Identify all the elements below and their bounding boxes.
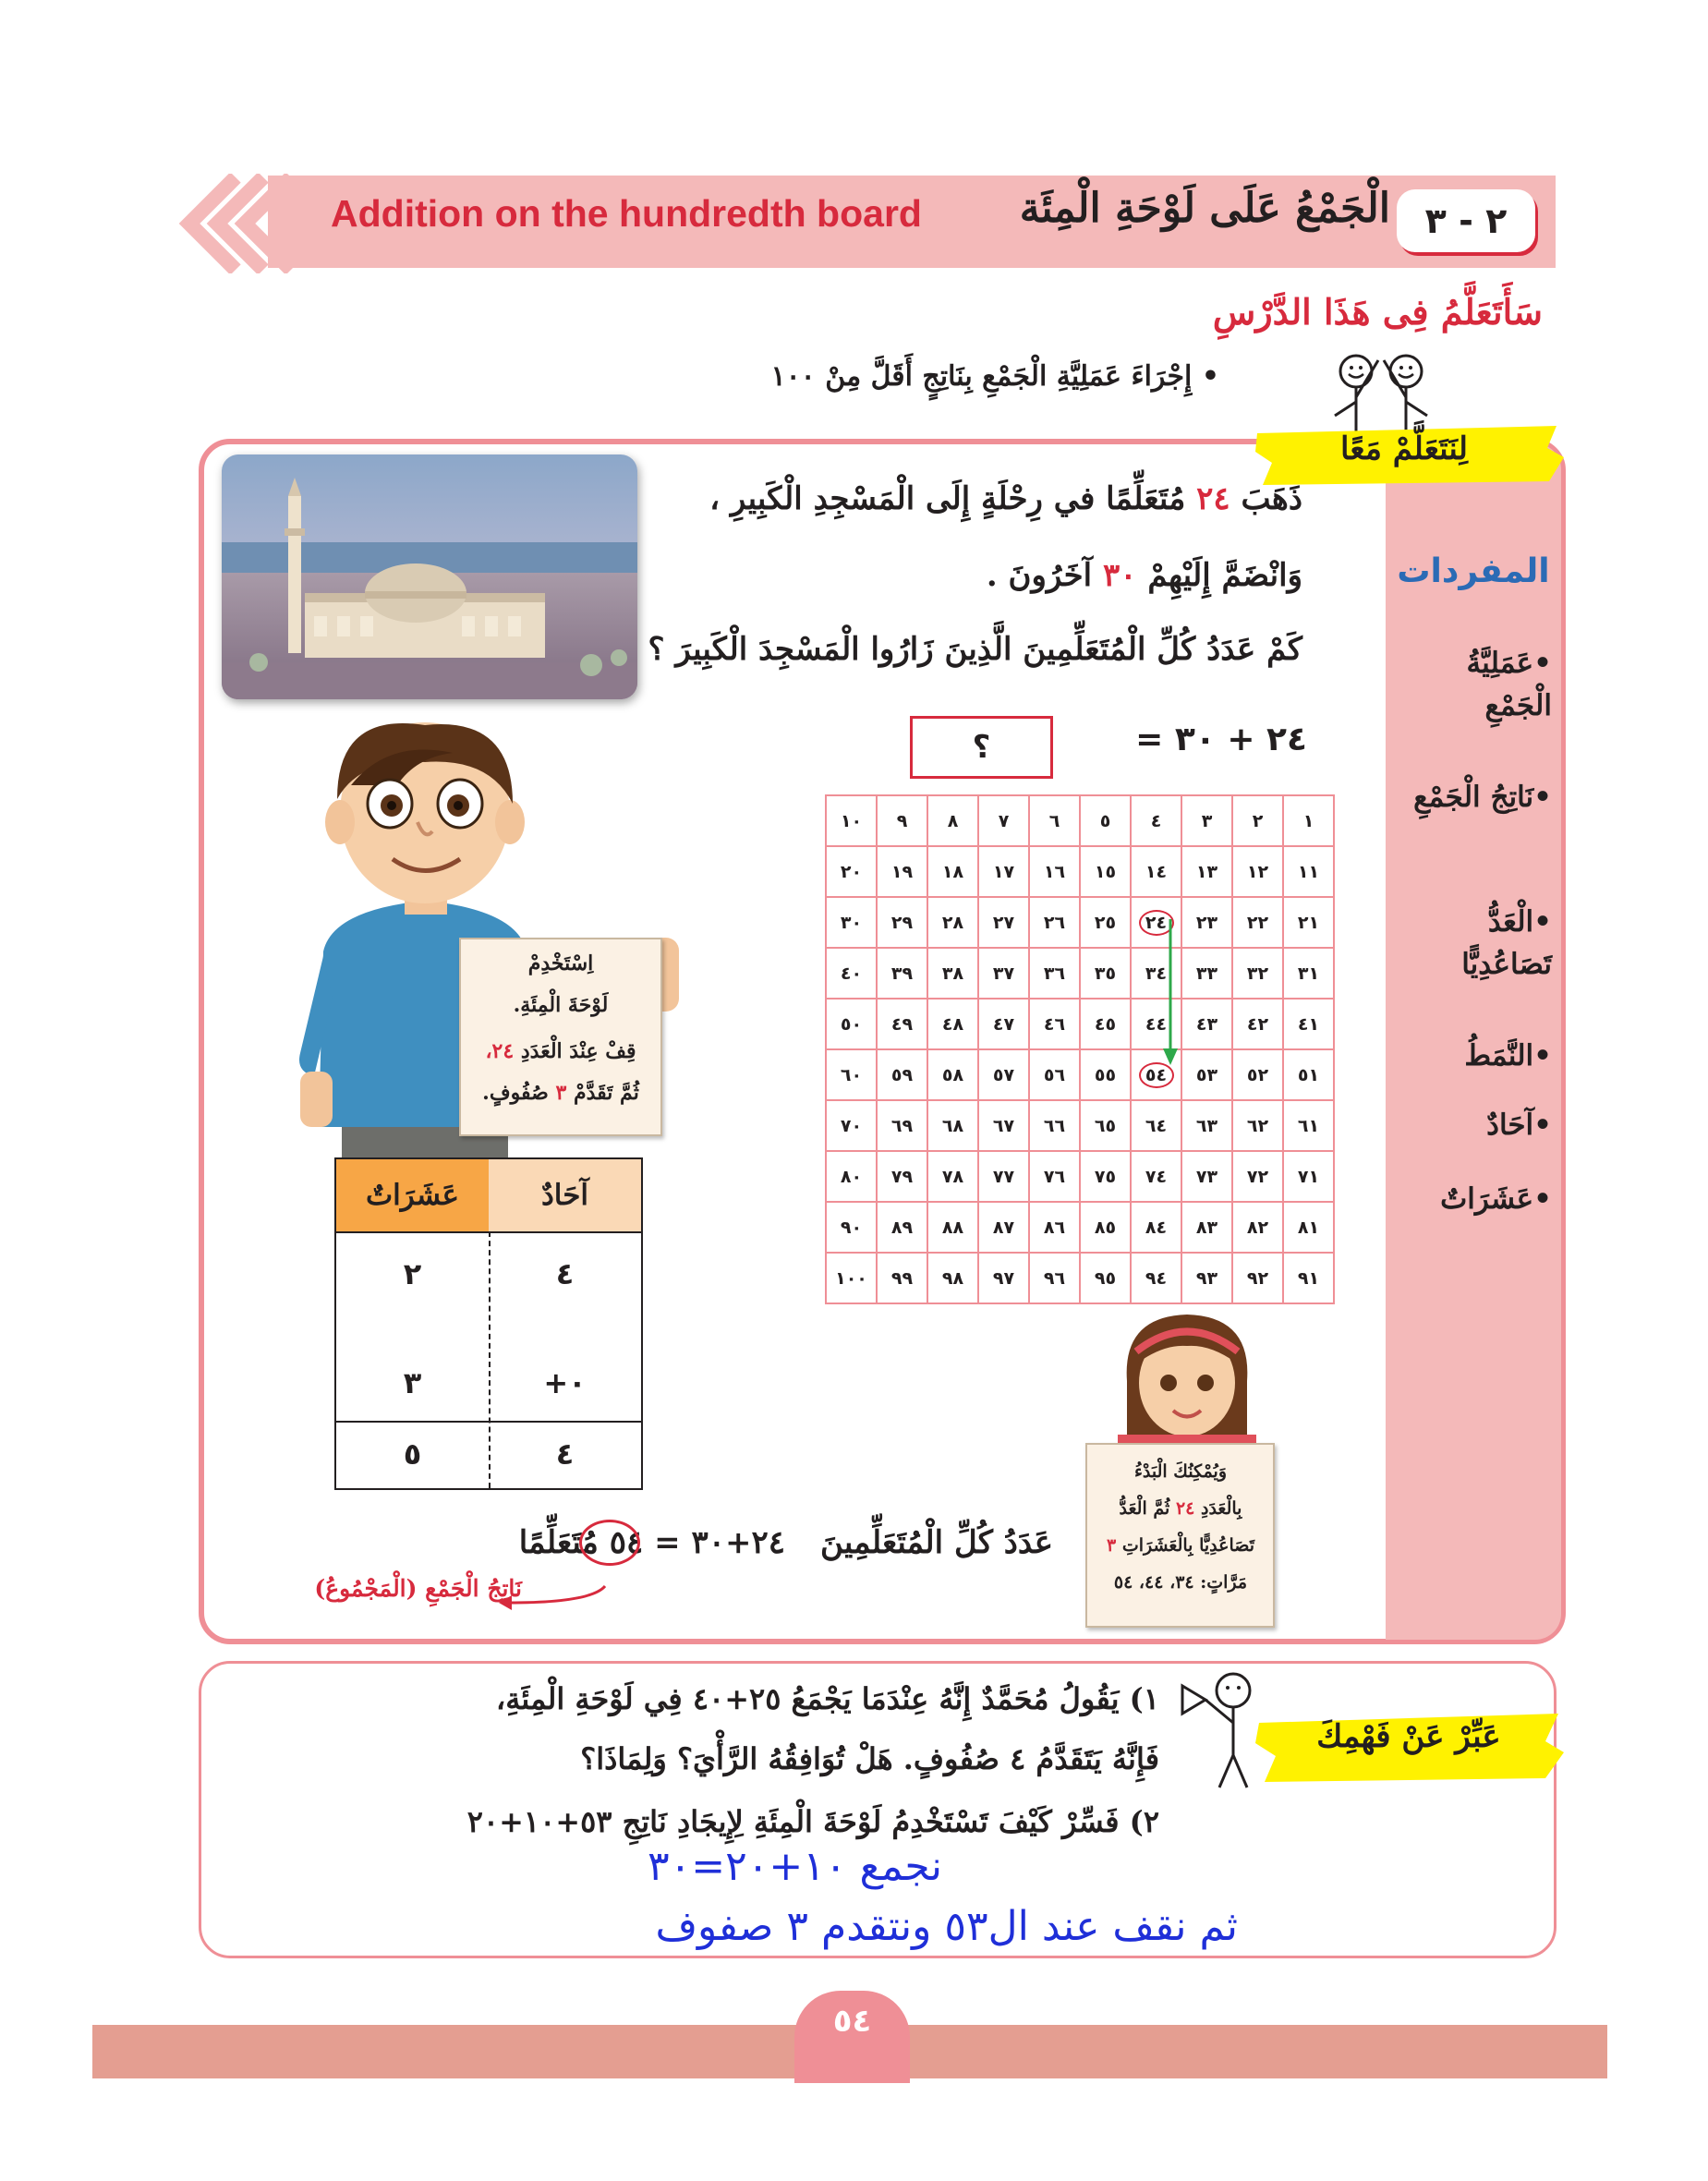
- vocab-item: •آحَادٌ: [1486, 1109, 1552, 1142]
- hundred-board-row: [826, 795, 1334, 846]
- board-number: ٣١: [1297, 963, 1320, 984]
- hundred-board-cell: [978, 948, 1029, 999]
- tens-result-cell: ٥: [403, 1436, 422, 1472]
- board-number: ٢٦: [1043, 912, 1066, 933]
- board-number: ١٤: [1145, 861, 1168, 882]
- express-understanding-label: عَبِّرْ عَنْ فَهْمِكَ: [1316, 1718, 1501, 1755]
- hundred-board-cell: [927, 897, 978, 948]
- hundred-board-row: [826, 1049, 1334, 1100]
- board-number: ٤٣: [1195, 1013, 1218, 1035]
- hundred-board-cell: [826, 795, 877, 846]
- hundred-board-cell: [1029, 897, 1080, 948]
- board-number: ٦١: [1297, 1115, 1320, 1136]
- hundred-board-cell: [1181, 846, 1232, 897]
- board-number: ٦٠: [840, 1064, 863, 1085]
- board-number: ١٥: [1094, 861, 1117, 882]
- hundred-board-row: [826, 948, 1334, 999]
- tens-header: عَشَرَاتٌ: [336, 1159, 489, 1231]
- hundred-board-cell: [1131, 1100, 1181, 1151]
- hundred-board-cell: [1080, 1253, 1131, 1303]
- hundred-board-cell: [877, 846, 927, 897]
- hundred-board-cell: [1131, 1151, 1181, 1202]
- hundred-board-cell: [927, 1049, 978, 1100]
- board-number: ٧٤: [1145, 1166, 1168, 1187]
- hundred-board-cell: [1232, 1253, 1283, 1303]
- circled-number: ٢٤: [1139, 910, 1174, 936]
- board-number: ٣٥: [1094, 963, 1117, 984]
- board-number: ٧٩: [890, 1166, 914, 1187]
- hundred-board-cell: [1181, 1151, 1232, 1202]
- hundred-board-cell: [927, 795, 978, 846]
- board-number: ١: [1302, 810, 1314, 831]
- hundred-board-cell: [1029, 846, 1080, 897]
- hundred-board-cell: [927, 948, 978, 999]
- answer-result: ٥٤: [609, 1524, 644, 1561]
- board-number: ٨٦: [1043, 1217, 1066, 1238]
- vocab-item: •النَّمَطُ: [1464, 1039, 1552, 1072]
- hundred-board-cell: [1029, 795, 1080, 846]
- board-number: ١٣: [1195, 861, 1218, 882]
- hundred-board-cell: [1029, 1253, 1080, 1303]
- board-number: ١٠: [840, 810, 863, 831]
- hundred-board-cell: [877, 999, 927, 1049]
- board-number: ٦٨: [941, 1115, 964, 1136]
- board-number: ٤٧: [992, 1013, 1015, 1035]
- board-number: ٨٣: [1195, 1217, 1218, 1238]
- board-number: ١١: [1297, 861, 1320, 882]
- board-number: ١٢: [1246, 861, 1269, 882]
- board-number: ٨٩: [890, 1217, 914, 1238]
- hundred-board-cell: [826, 1253, 877, 1303]
- equation-expression: ٢٤ + ٣٠ =: [1135, 721, 1307, 758]
- board-number: ٤٤: [1145, 1013, 1168, 1035]
- hundred-board-cell: [927, 846, 978, 897]
- hundred-board-cell: [1131, 1253, 1181, 1303]
- board-number: ٥٧: [992, 1064, 1015, 1085]
- page-number: ٥٤: [832, 2003, 872, 2040]
- hundred-board-cell: [877, 795, 927, 846]
- hundred-board-cell: [1181, 948, 1232, 999]
- hundred-board-cell: [1029, 1100, 1080, 1151]
- vocab-item: •نَاتِجُ الْجَمْعِ: [1413, 781, 1552, 814]
- board-number: ٨٥: [1094, 1217, 1117, 1238]
- hundred-board-cell: [877, 1151, 927, 1202]
- board-number: ٧٥: [1094, 1166, 1117, 1187]
- story-question: كَمْ عَدَدُ كُلِّ الْمُتَعَلِّمِينَ الَّذِينَ زَارُوا الْمَسْجِدَ الْكَبِيرَ ؟: [648, 631, 1302, 668]
- board-number: ١٦: [1043, 861, 1066, 882]
- hundred-board-cell: [927, 1202, 978, 1253]
- hundred-board-cell: [1181, 795, 1232, 846]
- hundred-board-cell: [1232, 795, 1283, 846]
- board-number: ٨٠: [840, 1166, 863, 1187]
- board-number: ٦٥: [1094, 1115, 1117, 1136]
- board-number: ٣٨: [941, 963, 964, 984]
- board-number: ٧٠: [840, 1115, 863, 1136]
- story-line-1: ذَهَبَ ٢٤ مُتَعَلِّمًا في رِحْلَةٍ إِلَى الْمَسْجِدِ الْكَبِيرِ ،: [709, 480, 1302, 517]
- hundred-board-cell: [1232, 1151, 1283, 1202]
- board-number: ٤١: [1297, 1013, 1320, 1035]
- tens-cell: ٢: [403, 1256, 422, 1291]
- board-number: ٢: [1252, 810, 1264, 831]
- girl-sign-line: وَيُمْكِنُكَ الْبَدْءُ: [1133, 1461, 1227, 1482]
- board-number: ٨٧: [992, 1217, 1015, 1238]
- board-number: ٥٢: [1246, 1064, 1269, 1085]
- hundred-board-cell: [1232, 1049, 1283, 1100]
- objective-text: إِجْرَاءَ عَمَلِيَّةِ الْجَمْعِ بِنَاتِجٍ أَقَلَّ مِنْ ١٠٠: [770, 360, 1193, 393]
- board-number: ٩٥: [1094, 1267, 1117, 1289]
- board-number: ٧١: [1297, 1166, 1320, 1187]
- girl-sign-line: مَرَّاتٍ: ٣٤، ٤٤، ٥٤: [1113, 1572, 1248, 1593]
- hundred-board-cell: [1283, 795, 1334, 846]
- board-number: ٥٦: [1043, 1064, 1066, 1085]
- hundred-board-cell: [1029, 1049, 1080, 1100]
- hundred-board-cell: [1080, 1151, 1131, 1202]
- hundred-board-cell: [978, 846, 1029, 897]
- lesson-number-badge: ٢ - ٣: [1397, 189, 1535, 252]
- board-number: ٧٨: [941, 1166, 964, 1187]
- board-number: ٦٣: [1195, 1115, 1218, 1136]
- board-number: ٥١: [1297, 1064, 1320, 1085]
- board-number: ٤: [1150, 810, 1162, 831]
- board-number: ٣٩: [890, 963, 914, 984]
- board-number: ٩٢: [1246, 1267, 1269, 1289]
- hundred-board-cell: [1131, 795, 1181, 846]
- board-number: ٦٢: [1246, 1115, 1269, 1136]
- board-number: ٢٧: [992, 912, 1015, 933]
- board-number: ٧: [998, 810, 1010, 831]
- hundred-board-cell: [1181, 1202, 1232, 1253]
- hundred-board-cell: [978, 795, 1029, 846]
- board-number: ٢٩: [890, 912, 914, 933]
- hundred-board-cell: [1181, 999, 1232, 1049]
- board-number: ٢٨: [941, 912, 964, 933]
- board-number: ٦٧: [992, 1115, 1015, 1136]
- ones-header: آحَادٌ: [489, 1159, 641, 1231]
- board-number: ٥: [1099, 810, 1111, 831]
- hundred-board-cell: [1181, 1253, 1232, 1303]
- hundred-board-cell: [1232, 948, 1283, 999]
- board-number: ٥٥: [1094, 1064, 1117, 1085]
- hundred-board-cell: [1232, 1100, 1283, 1151]
- vocab-item: •عَشَرَاتٌ: [1440, 1182, 1552, 1216]
- board-number: ٤٠: [840, 963, 863, 984]
- hundred-board-cell: [927, 1151, 978, 1202]
- board-number: ٢٠: [840, 861, 863, 882]
- board-number: ٢١: [1297, 912, 1320, 933]
- hundred-board-cell: [978, 1100, 1029, 1151]
- board-number: ٣٧: [992, 963, 1015, 984]
- board-number: ١٩: [890, 861, 914, 882]
- handwritten-answer-line-2: ثم نقف عند ال٥٣ ونتقدم ٣ صفوف: [655, 1903, 1238, 1950]
- mosque-photo: [222, 454, 637, 699]
- board-number: ٩٠: [840, 1217, 863, 1238]
- hundred-board-cell: [826, 1151, 877, 1202]
- hundred-board-cell: [1181, 1100, 1232, 1151]
- hundred-board-cell: [1080, 1100, 1131, 1151]
- hundred-board-cell: [1080, 795, 1131, 846]
- board-number: ٥٩: [890, 1064, 914, 1085]
- hundred-board-cell: [826, 1100, 877, 1151]
- hundred-board-cell: [826, 897, 877, 948]
- board-number: ٣٢: [1246, 963, 1269, 984]
- girl-illustration: [1108, 1307, 1266, 1455]
- girl-sign-line: بِالْعَدَدِ ٢٤ ثُمَّ الْعَدُّ: [1119, 1498, 1242, 1519]
- hundred-board-row: [826, 1100, 1334, 1151]
- board-number: ٣: [1201, 810, 1213, 831]
- board-number: ٣٠: [840, 912, 863, 933]
- objectives-heading: سَأَتَعَلَّمُ فِى هَذَا الدَّرْسِ: [1212, 291, 1543, 333]
- hundred-board-row: [826, 1202, 1334, 1253]
- hundred-board-cell: [877, 948, 927, 999]
- hundred-board-row: [826, 1253, 1334, 1303]
- hundred-board-cell: [1080, 948, 1131, 999]
- hundred-board-cell: [978, 1253, 1029, 1303]
- hundred-board-cell: [978, 1151, 1029, 1202]
- board-number: ٤٨: [941, 1013, 964, 1035]
- boy-sign-line: قِفْ عِنْدَ الْعَدَدِ ٢٤،: [485, 1039, 636, 1063]
- board-number: ٨٤: [1145, 1217, 1168, 1238]
- objective-item: • إِجْرَاءَ عَمَلِيَّةِ الْجَمْعِ بِنَاتِجٍ أَقَلَّ مِنْ ١٠٠: [770, 360, 1219, 393]
- board-number: ٧٢: [1246, 1166, 1269, 1187]
- hundred-board-cell: [978, 1049, 1029, 1100]
- board-number: ٥٨: [941, 1064, 964, 1085]
- board-number: ٦٦: [1043, 1115, 1066, 1136]
- hundred-board: [825, 794, 1335, 1304]
- board-number: ٩٨: [941, 1267, 964, 1289]
- down-arrow: [1159, 919, 1181, 1067]
- answer-box: ؟: [910, 716, 1053, 779]
- hundred-board-row: [826, 846, 1334, 897]
- hundred-board-cell: [826, 948, 877, 999]
- hundred-board-row: [826, 897, 1334, 948]
- board-number: ٢٥: [1094, 912, 1117, 933]
- board-number: ٣٤: [1145, 963, 1168, 984]
- board-number: ٣٦: [1043, 963, 1066, 984]
- boy-sign-line: لَوْحَةَ الْمِئَةِ.: [513, 993, 609, 1017]
- hundred-board-cell: [1080, 1049, 1131, 1100]
- board-number: ٤٥: [1094, 1013, 1117, 1035]
- hundred-board-cell: [1283, 948, 1334, 999]
- board-number: ٦: [1048, 810, 1060, 831]
- board-number: ٧٦: [1043, 1166, 1066, 1187]
- answer-label: عَدَدُ كُلِّ الْمُتَعَلِّمِينَ: [819, 1524, 1053, 1561]
- hundred-board-cell: [877, 897, 927, 948]
- board-number: ٦٩: [890, 1115, 914, 1136]
- board-number: ٩٦: [1043, 1267, 1066, 1289]
- board-number: ٣٣: [1195, 963, 1218, 984]
- hundred-board-cell: [1029, 1151, 1080, 1202]
- question-2: ٢) فَسِّرْ كَيْفَ تَسْتَخْدِمُ لَوْحَةَ الْمِئَةِ لِإِيجَادِ نَاتِجِ ٥٣+١٠+٢٠: [466, 1804, 1159, 1839]
- hundred-board-cell: [1283, 999, 1334, 1049]
- hundred-board-cell: [1283, 1202, 1334, 1253]
- board-number: ٥٠: [840, 1013, 863, 1035]
- hundred-board-cell: [1029, 1202, 1080, 1253]
- girl-sign-line: تَصَاعُدِيًّا بِالْعَشَرَاتِ ٣: [1106, 1535, 1255, 1556]
- vocab-item: •عَمَلِيَّةُ الْجَمْعِ: [1466, 647, 1552, 722]
- hundred-board-cell: [826, 846, 877, 897]
- hundred-board-cell: [826, 1049, 877, 1100]
- board-number: ٤٩: [890, 1013, 914, 1035]
- hundred-board-cell: [1232, 846, 1283, 897]
- board-number: ٥٣: [1195, 1064, 1218, 1085]
- answer-result-circle: [579, 1520, 640, 1566]
- hundred-board-cell: [927, 1253, 978, 1303]
- hundred-board-cell: [1283, 1151, 1334, 1202]
- place-value-line: [336, 1231, 641, 1233]
- answer-equation: ٢٤+٣٠ = ٥٤ مُتَعَلِّمًا: [518, 1524, 785, 1561]
- learn-together-label: لِنَتَعَلَّمْ مَعًا: [1340, 430, 1468, 467]
- boy-sign-line: اِسْتَخْدِمْ: [527, 951, 594, 975]
- board-number: ٤٢: [1246, 1013, 1269, 1035]
- board-number: ٢٢: [1246, 912, 1269, 933]
- circled-number: ٥٤: [1139, 1062, 1174, 1088]
- hundred-board-cell: [1283, 1253, 1334, 1303]
- story-line-2: وَانْضَمَّ إِلَيْهِمْ ٣٠ آخَرُونَ .: [986, 557, 1302, 594]
- hundred-board-cell: [1080, 897, 1131, 948]
- board-number: ٢٣: [1195, 912, 1218, 933]
- board-number: ٨٨: [941, 1217, 964, 1238]
- board-number: ٨: [947, 810, 959, 831]
- hundred-board-cell: [1029, 948, 1080, 999]
- board-number: ٩: [896, 810, 908, 831]
- board-number: ٨٢: [1246, 1217, 1269, 1238]
- hundred-board-cell: [978, 999, 1029, 1049]
- place-value-line: [336, 1421, 641, 1423]
- handwritten-answer-line-1: نجمع ١٠+٢٠=٣٠: [647, 1843, 942, 1890]
- hundred-board-row: [826, 1151, 1334, 1202]
- hundred-board-cell: [826, 999, 877, 1049]
- hundred-board-cell: [1080, 1202, 1131, 1253]
- board-number: ١٧: [992, 861, 1015, 882]
- hundred-board-cell: [1080, 999, 1131, 1049]
- lesson-title-arabic: الْجَمْعُ عَلَى لَوْحَةِ الْمِئَة: [1019, 185, 1390, 232]
- hundred-board-cell: [978, 897, 1029, 948]
- hundred-board-cell: [1232, 1202, 1283, 1253]
- board-number: ٧٣: [1195, 1166, 1218, 1187]
- hundred-board-cell: [1131, 1202, 1181, 1253]
- board-number: ٨١: [1297, 1217, 1320, 1238]
- hundred-board-cell: [1080, 846, 1131, 897]
- board-number: ٩١: [1297, 1267, 1320, 1289]
- lesson-title-english: Addition on the hundredth board: [331, 192, 922, 235]
- hundred-board-cell: [1283, 1049, 1334, 1100]
- hundred-board-row: [826, 999, 1334, 1049]
- board-number: ٩٩: [890, 1267, 914, 1289]
- hundred-board-cell: [1283, 897, 1334, 948]
- hundred-board-cell: [877, 1253, 927, 1303]
- tens-cell: ٣: [403, 1365, 422, 1400]
- hundred-board-cell: [1232, 999, 1283, 1049]
- hundred-board-cell: [1232, 897, 1283, 948]
- hundred-board-cell: [877, 1100, 927, 1151]
- board-number: ٤٦: [1043, 1013, 1066, 1035]
- hundred-board-cell: [1181, 1049, 1232, 1100]
- hundred-board-cell: [1181, 897, 1232, 948]
- hundred-board-cell: [1283, 846, 1334, 897]
- hundred-board-cell: [1131, 846, 1181, 897]
- question-1-line-1: ١) يَقُولُ مُحَمَّدٌ إِنَّهُ عِنْدَمَا يَجْمَعُ ٢٥+٤٠ فِي لَوْحَةِ الْمِئَةِ،: [495, 1681, 1159, 1716]
- hundred-board-cell: [877, 1049, 927, 1100]
- sum-label: نَاتِجُ الْجَمْعِ (الْمَجْمُوعُ): [314, 1575, 522, 1602]
- ones-result-cell: ٤: [555, 1436, 575, 1472]
- hundred-board-cell: [877, 1202, 927, 1253]
- board-number: ٧٧: [992, 1166, 1015, 1187]
- question-1-line-2: فَإِنَّهُ يَتَقَدَّمُ ٤ صُفُوفٍ. هَلْ تُوَافِقُهُ الرَّأْيَ؟ وَلِمَاذَا؟: [580, 1741, 1159, 1776]
- board-number: ٩٧: [992, 1267, 1015, 1289]
- hundred-board-cell: [927, 999, 978, 1049]
- hundred-board-cell: [1029, 999, 1080, 1049]
- board-number: ٩٣: [1195, 1267, 1218, 1289]
- vocabulary-title: المفردات: [1397, 552, 1550, 590]
- board-number: ٩٤: [1145, 1267, 1168, 1289]
- hundred-board-cell: [1283, 1100, 1334, 1151]
- board-number: ١٠٠: [835, 1267, 867, 1289]
- boy-sign-line: ثُمَّ تَقَدَّمْ ٣ صُفُوفٍ.: [482, 1081, 639, 1105]
- board-number: ١٨: [941, 861, 964, 882]
- ones-cell: +٠: [543, 1365, 587, 1400]
- hundred-board-cell: [978, 1202, 1029, 1253]
- vocab-item: •الْعَدُّ تَصَاعُدِيًّا: [1461, 905, 1552, 981]
- board-number: ٦٤: [1145, 1115, 1168, 1136]
- hundred-board-cell: [927, 1100, 978, 1151]
- hundred-board-cell: [826, 1202, 877, 1253]
- ones-cell: ٤: [555, 1256, 575, 1291]
